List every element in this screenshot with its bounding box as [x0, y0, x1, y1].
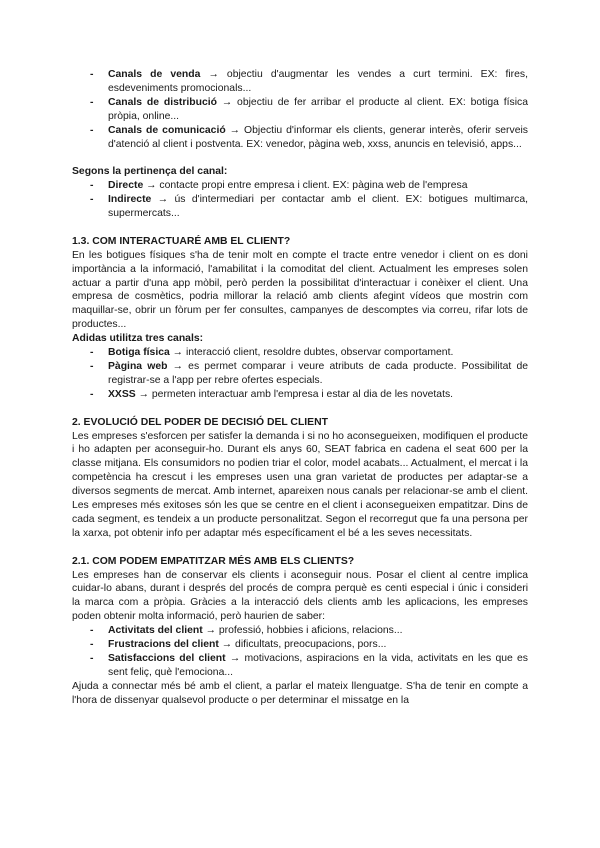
- section-heading-2: 2. EVOLUCIÓ DEL PODER DE DECISIÓ DEL CLIENT: [72, 416, 328, 428]
- list-item-text: → ús d'intermediari per contactar amb el client. EX: botigues multimarca, supermercats...: [108, 194, 528, 220]
- list-item-term: Frustracions del client: [108, 639, 219, 651]
- section-paragraph: Les empreses han de conservar els clients i aconseguir nous. Posar el client al centre implica cuidar-lo abans, durant i després del procés de compra perquè es centi especial i únic i consideri la marca com a pròpia. Gràcies a la interacció dels clients amb les aplicacions, les empreses poden obtenir molta informació, però haurien de saber:: [72, 569, 528, 623]
- adidas-channel-list: [72, 346, 528, 402]
- list-item: - Activitats del client → professió, hobbies i aficions, relacions...: [90, 625, 403, 637]
- list-item-term: Pàgina web: [108, 361, 168, 372]
- list-item-text: → Objectiu d'informar els clients, generar interès, oferir serveis d'atenció al client i postventa. EX: venedor, pàgina web, xxss, anuncis en televisió, apps...: [108, 124, 528, 150]
- list-item-text: → dificultats, preocupacions, pors...: [218, 639, 387, 651]
- list-item-text: → es permet comparar i veure atributs de cada producte. Possibilitat de registrar-se a l'app per rebre ofertes especials.: [108, 361, 528, 386]
- channel-type-list: [72, 68, 528, 151]
- section-paragraph: Les empreses s'esforcen per satisfer la demanda i si no ho aconsegueixen, modifiquen el producte i ho adapten per aconseguir-ho. Durant els anys 60, SEAT fabrica en cadena el seat 600 per la classe mitjana. Els consumidors no podien triar el color, model acabats... Actualment, el mercat i la competència ha crescut i les empreses usen una gran varietat de productes per adaptar-se a diversos segments de mercat. Amb internet, apareixen nous canals per relacionar-se amb el client. Les empreses més exitoses són les que se centre en el client i aconsegueixen empatitzar. Dins de cada segment, es tendeix a un producte personalitzat. Segon el recorregut que fa una persona per la xarxa, pot obtenir info per adaptar més específicament el bé a les seves necessitats.: [72, 430, 528, 539]
- list-item: - Indirecte → ús d'intermediari per contactar amb el client. EX: botigues multimarca, supermercats...: [90, 194, 528, 220]
- list-item: - Directe → contacte propi entre empresa i client. EX: pàgina web de l'empresa: [90, 180, 468, 192]
- list-item-term: XXSS: [108, 388, 136, 400]
- list-item: - Satisfaccions del client → motivacions, aspiracions en la vida, activitats en les que es sent feliç, què l'emociona...: [90, 653, 528, 678]
- list-item: - XXSS → permeten interactuar amb l'empresa i estar al dia de les novetats.: [90, 388, 454, 400]
- list-item-term: Indirecte: [108, 194, 152, 206]
- list-item-text: → motivacions, aspiracions en la vida, activitats en les que es sent feliç, què l'emociona...: [108, 653, 528, 678]
- list-item: - Canals de venda → objectiu d'augmentar les vendes a curt termini. EX: fires, esdeveniments promocionals...: [90, 69, 528, 94]
- pertinenca-list: [72, 179, 528, 221]
- client-knowledge-list: [72, 624, 528, 680]
- adidas-title: Adidas utilitza tres canals:: [72, 333, 204, 345]
- list-item: - Canals de distribució → objectiu de fer arribar el producte al client. EX: botiga física pròpia, online...: [90, 96, 528, 122]
- section-heading-2-1: 2.1. COM PODEM EMPATITZAR MÉS AMB ELS CLIENTS?: [72, 555, 355, 567]
- list-item-term: Canals de venda: [108, 69, 201, 80]
- list-item-text: → permeten interactuar amb l'empresa i estar al dia de les novetats.: [135, 388, 454, 400]
- list-item-text: → professió, hobbies i aficions, relacions...: [202, 625, 403, 637]
- list-item-text: → interacció client, resoldre dubtes, observar comportament.: [169, 347, 454, 359]
- section-heading-1-3: 1.3. COM INTERACTUARÉ AMB EL CLIENT?: [72, 235, 291, 247]
- list-item-text: → contacte propi entre empresa i client. EX: pàgina web de l'empresa: [143, 180, 468, 192]
- list-item-text: → objectiu de fer arribar el producte al client. EX: botiga física pròpia, online...: [108, 96, 528, 122]
- list-item: - Botiga física → interacció client, resoldre dubtes, observar comportament.: [90, 347, 454, 359]
- list-item-term: Activitats del client: [108, 625, 203, 637]
- pertinenca-title: Segons la pertinença del canal:: [72, 166, 228, 178]
- list-item-term: Canals de comunicació: [108, 124, 226, 136]
- list-item: - Canals de comunicació → Objectiu d'informar els clients, generar interès, oferir serveis d'atenció al client i postventa. EX: venedor, pàgina web, xxss, anuncis en televisió, apps...: [90, 124, 528, 150]
- list-item-term: Satisfaccions del client: [108, 653, 226, 664]
- list-item-term: Botiga física: [108, 347, 170, 359]
- list-item-text: → objectiu d'augmentar les vendes a curt termini. EX: fires, esdeveniments promocionals...: [108, 69, 528, 94]
- closing-paragraph: Ajuda a connectar més bé amb el client, a parlar el mateix llenguatge. S'ha de tenir en compte a l'hora de dissenyar qualsevol producte o per determinar el missatge en la: [72, 680, 528, 706]
- list-item: - Frustracions del client → dificultats, preocupacions, pors...: [90, 639, 387, 651]
- list-item: - Pàgina web → es permet comparar i veure atributs de cada producte. Possibilitat de registrar-se a l'app per rebre ofertes especials.: [90, 361, 528, 386]
- section-paragraph: En les botigues físiques s'ha de tenir molt en compte el tracte entre venedor i client on es doni importància a la informació, l'amabilitat i la comoditat del client. Actualment les empreses solen actuar a partir d'una app mòbil, però perden la possibilitat d'interactuar i conèixer el client. Una empresa de cosmètics, podria millorar la relació amb clients afegint vídeos que mostrin com maquillar-se, obrir un fòrum per fer consultes, campanyes de descomptes via correu, rifar lots de productes...: [72, 249, 528, 331]
- list-item-term: Directe: [108, 180, 144, 192]
- list-item-term: Canals de distribució: [108, 96, 217, 108]
